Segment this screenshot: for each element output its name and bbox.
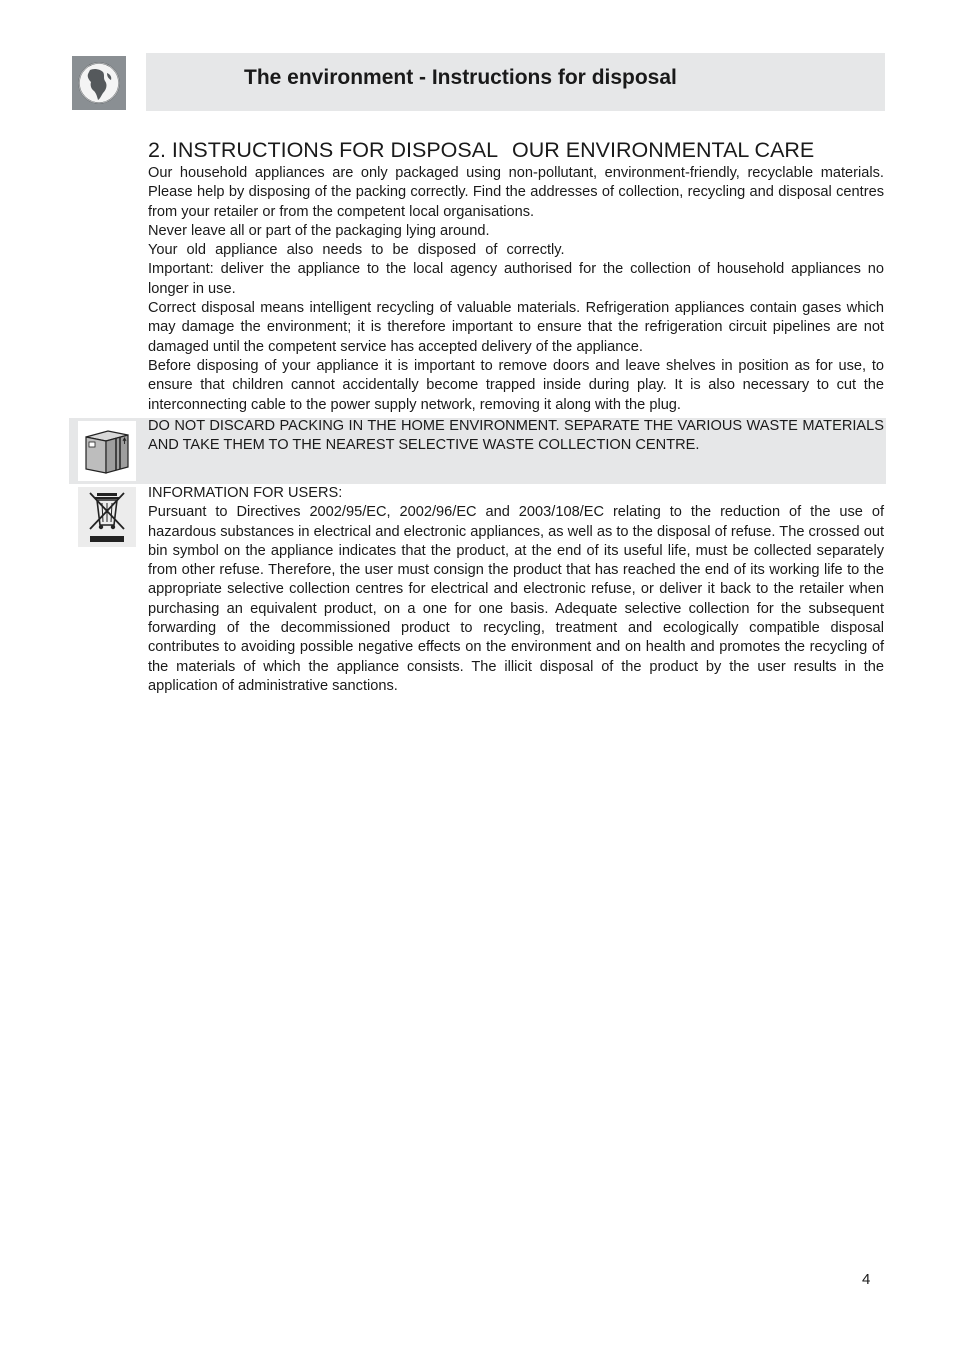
page-title: The environment - Instructions for disposal (244, 66, 677, 89)
intro-paragraph: Your old appliance also needs to be disposed of correctly. (148, 242, 565, 259)
users-info-body: Pursuant to Directives 2002/95/EC, 2002/96/EC and 2003/108/EC relating to the reduction of the use of hazardous substances in electrical and electronic appliances, as well as to the disposal of refuse. The crossed out bin symbol on the appliance indicates that the product, at the end of its useful life, must be collected separately from other refuse. Therefore, the user must consign the product that has reached the end of its working life to the appropriate selective collection centres for electrical and electronic refuse, or deliver it back to the retailer when purchasing an equivalent product, on a one for one basis. Adequate selective collection for the subsequent forwarding of the decommissioned product to recycling, treatment and ecologically compatible disposal contributes to avoiding possible negative effects on the environment and on health and promotes the recycling of the materials of which the appliance consists. The illicit disposal of the product by the user results in the application of administrative sanctions. (148, 504, 884, 694)
intro-paragraph: Before disposing of your appliance it is important to remove doors and leave shelves in position as for use, to ensure that children cannot accidentally become trapped inside during play. It is also necessary to cut the interconnecting cable to the power supply network, removing it along with the plug. (148, 357, 884, 413)
header-bar (146, 53, 885, 111)
globe-icon (72, 56, 126, 110)
section-title-right: OUR ENVIRONMENTAL CARE (512, 138, 815, 162)
packaging-box-icon (78, 421, 136, 481)
section-title-left: INSTRUCTIONS FOR DISPOSAL (171, 138, 499, 162)
users-info (148, 484, 884, 696)
crossed-out-bin-icon (78, 487, 136, 547)
users-info-heading: INFORMATION FOR USERS: (148, 485, 343, 501)
intro-paragraph: Correct disposal means intelligent recycling of valuable materials. Refrigeration appliances contain gases which may damage the environment; it is therefore important to ensure that the refrigeration circuit pipelines are not damaged until the competent service has accepted delivery of the appliance. (148, 300, 884, 355)
intro-paragraph: Never leave all or part of the packaging lying around. (148, 222, 490, 239)
section-number: 2. (148, 138, 166, 162)
packing-notice (69, 418, 886, 484)
page-number: 4 (862, 1271, 871, 1288)
intro-text (148, 164, 884, 415)
packing-notice-text: DO NOT DISCARD PACKING IN THE HOME ENVIRONMENT. SEPARATE THE VARIOUS WASTE MATERIALS AND TAKE THEM TO THE NEAREST SELECTIVE WASTE COLLECTION CENTRE. (148, 418, 884, 454)
section-title (148, 137, 814, 163)
intro-paragraph: Important: deliver the appliance to the local agency authorised for the collection of household appliances no longer in use. (148, 261, 884, 297)
intro-paragraph: Our household appliances are only packaged using non-pollutant, environment-friendly, recyclable materials. Please help by disposing of the packing correctly. Find the addresses of collection, recycling and disposal centres from your retailer or from the competent local organisations. (148, 165, 884, 220)
